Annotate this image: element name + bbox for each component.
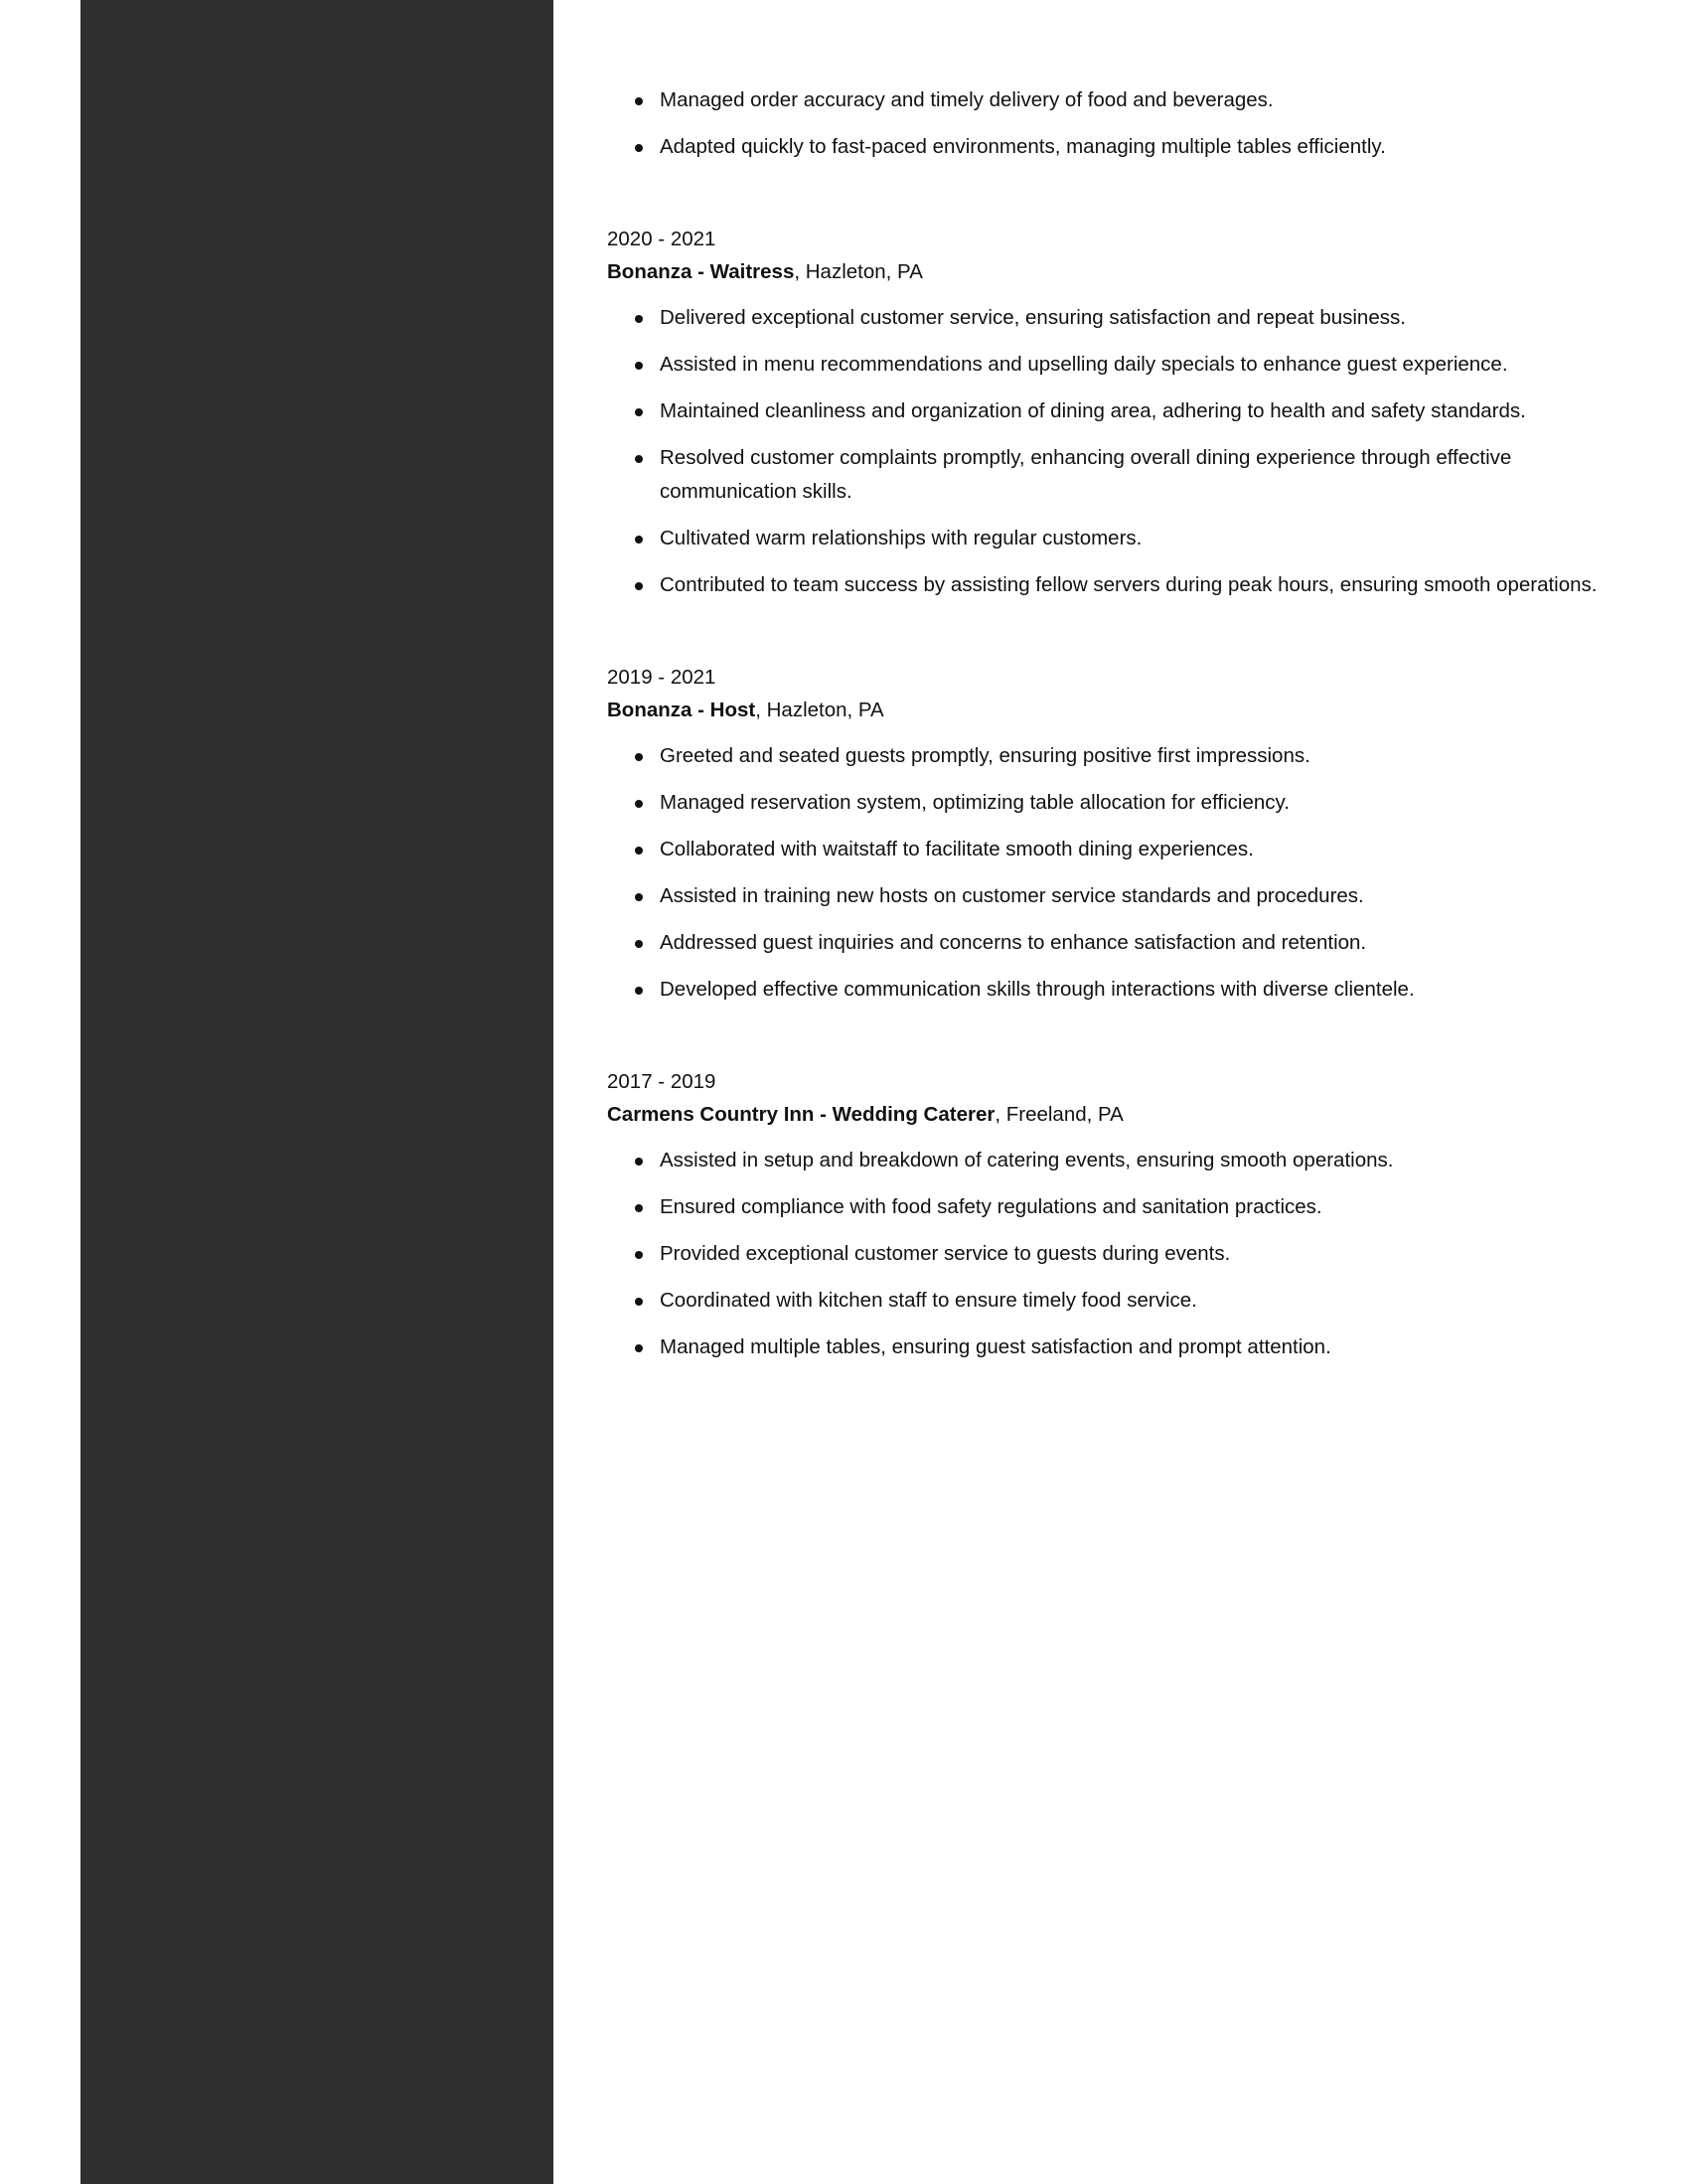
- list-item: Cultivated warm relationships with regular customers.: [607, 522, 1611, 555]
- job-location: , Hazleton, PA: [794, 260, 923, 283]
- list-item: Adapted quickly to fast-paced environments, managing multiple tables efficiently.: [607, 130, 1611, 164]
- experience-section: [607, 83, 1611, 1377]
- list-item: Assisted in setup and breakdown of catering events, ensuring smooth operations.: [607, 1144, 1611, 1177]
- list-item: Contributed to team success by assisting fellow servers during peak hours, ensuring smooth operations.: [607, 568, 1611, 602]
- job-bullet-list: [607, 301, 1611, 602]
- sidebar-panel: [80, 0, 553, 2184]
- job-date: 2019 - 2021: [607, 666, 716, 689]
- list-item: Greeted and seated guests promptly, ensuring positive first impressions.: [607, 739, 1611, 773]
- job-role: Host: [709, 699, 756, 721]
- list-item: Delivered exceptional customer service, ensuring satisfaction and repeat business.: [607, 301, 1611, 335]
- list-item: Ensured compliance with food safety regulations and sanitation practices.: [607, 1190, 1611, 1224]
- job-company: Carmens Country Inn: [607, 1103, 815, 1126]
- list-item: Coordinated with kitchen staff to ensure timely food service.: [607, 1284, 1611, 1318]
- list-item: Assisted in training new hosts on customer service standards and procedures.: [607, 879, 1611, 913]
- list-item: Resolved customer complaints promptly, enhancing overall dining experience through effective communication skills.: [607, 441, 1611, 509]
- job-date: 2017 - 2019: [607, 1070, 716, 1093]
- job-entry-carmens-country-inn: [607, 1065, 1611, 1364]
- job-separator: -: [691, 699, 710, 721]
- job-separator: -: [691, 260, 710, 283]
- list-item: Managed order accuracy and timely delivery of food and beverages.: [607, 83, 1611, 117]
- list-item: Developed effective communication skills through interactions with diverse clientele.: [607, 973, 1611, 1007]
- continued-bullet-list: [607, 83, 1611, 164]
- job-bullet-list: [607, 739, 1611, 1007]
- list-item: Collaborated with waitstaff to facilitate smooth dining experiences.: [607, 833, 1611, 866]
- job-role: Waitress: [709, 260, 795, 283]
- job-location: , Freeland, PA: [995, 1103, 1124, 1126]
- job-entry-bonanza-waitress: [607, 223, 1611, 602]
- list-item: Managed multiple tables, ensuring guest satisfaction and prompt attention.: [607, 1330, 1611, 1364]
- job-entry-bonanza-host: [607, 661, 1611, 1007]
- job-heading: [607, 694, 1611, 726]
- job-separator: -: [814, 1103, 833, 1126]
- job-bullet-list: [607, 1144, 1611, 1364]
- list-item: Maintained cleanliness and organization of dining area, adhering to health and safety standards.: [607, 394, 1611, 428]
- job-date: 2020 - 2021: [607, 228, 716, 250]
- job-company: Bonanza: [607, 699, 692, 721]
- list-item: Addressed guest inquiries and concerns to enhance satisfaction and retention.: [607, 926, 1611, 960]
- job-heading: [607, 1098, 1611, 1131]
- list-item: Managed reservation system, optimizing table allocation for efficiency.: [607, 786, 1611, 820]
- list-item: Assisted in menu recommendations and upselling daily specials to enhance guest experience.: [607, 348, 1611, 382]
- list-item: Provided exceptional customer service to guests during events.: [607, 1237, 1611, 1271]
- job-location: , Hazleton, PA: [755, 699, 884, 721]
- job-role: Wedding Caterer: [832, 1103, 996, 1126]
- job-company: Bonanza: [607, 260, 692, 283]
- job-heading: [607, 255, 1611, 288]
